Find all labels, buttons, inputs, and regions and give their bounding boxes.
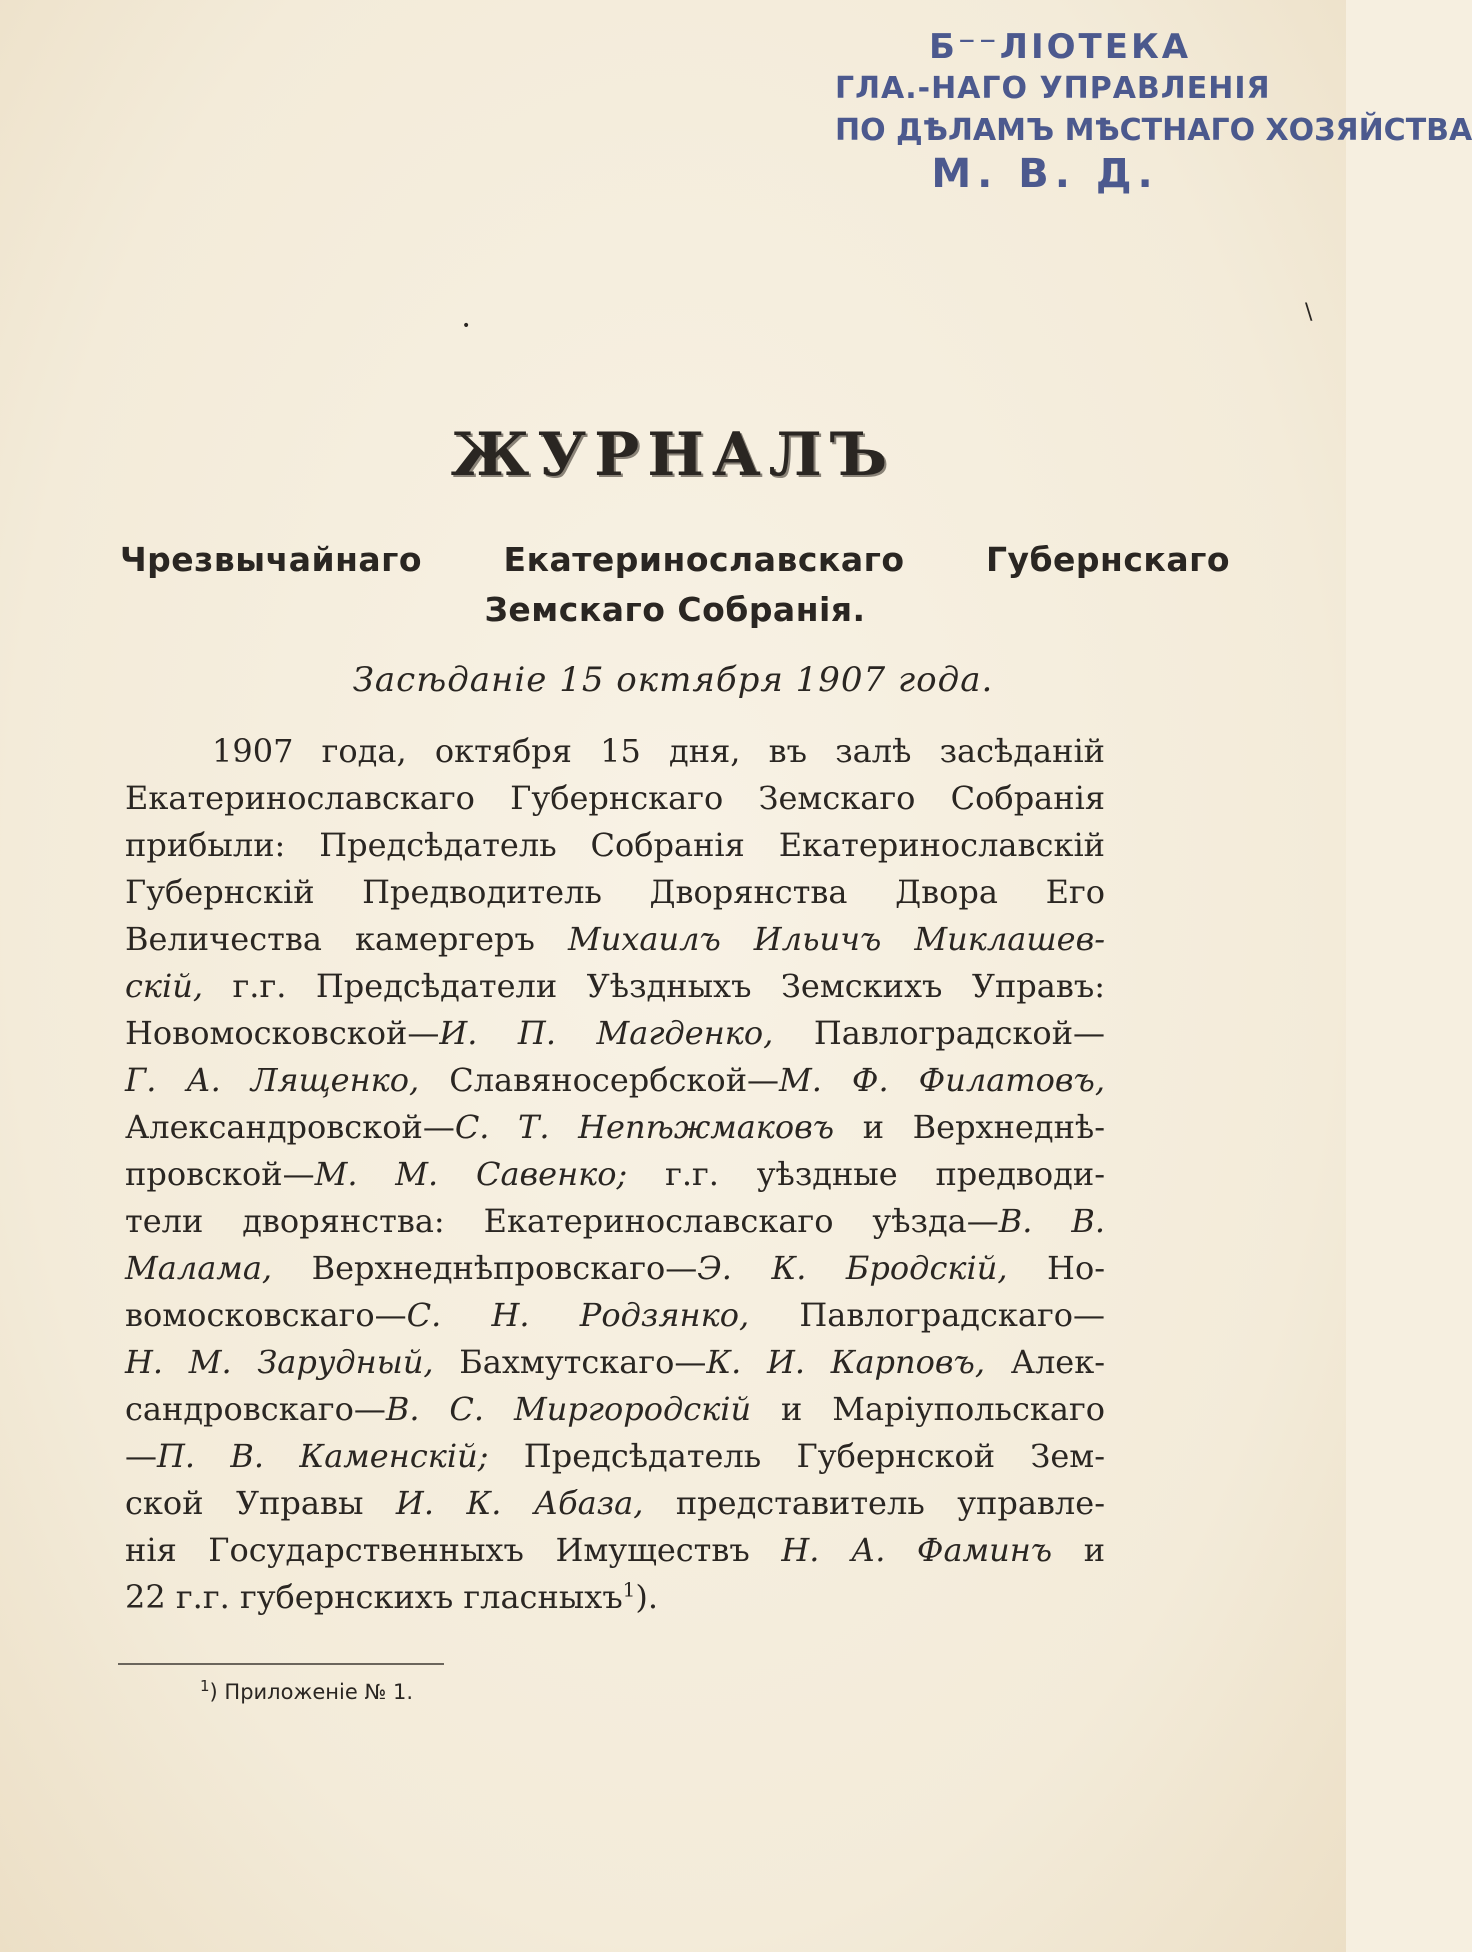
- stamp-line-1: Б⁻⁻ЛІОТЕКА: [928, 27, 1192, 67]
- document-title: ЖУРНАЛЪ: [450, 420, 896, 490]
- text-line: [125, 1433, 1105, 1480]
- person-name: И. П. Магденко,: [439, 1014, 774, 1052]
- text-run: г.г. уѣздные предводи-: [665, 1155, 1106, 1193]
- stamp-line-3: ПО ДѢЛАМЪ МѢСТНАГО ХОЗЯЙСТВА: [835, 113, 1472, 148]
- text-line: [125, 1386, 1105, 1433]
- text-run: Павлоградскаго—: [799, 1296, 1106, 1334]
- person-name: В. С. Миргородскій: [385, 1390, 752, 1428]
- person-name: скій,: [125, 967, 204, 1005]
- text-run: Величества камергеръ: [125, 920, 535, 958]
- person-name: Э. К. Бродскій,: [697, 1249, 1008, 1287]
- footnote-marker: 1: [200, 1677, 210, 1695]
- text-run: Но-: [1047, 1249, 1106, 1287]
- person-name: К. И. Карповъ,: [706, 1343, 986, 1381]
- text-line: Екатеринославскаго Губернскаго Земскаго Собранія: [125, 779, 1105, 817]
- text-run: ской Управы: [125, 1484, 364, 1522]
- text-line: [125, 916, 1105, 963]
- main-paragraph: [125, 728, 1105, 1621]
- text-line: [125, 1339, 1105, 1386]
- text-line: [125, 963, 1105, 1010]
- text-run: Верхнеднѣпровскаго—: [311, 1249, 698, 1287]
- text-run: Александровской—: [125, 1108, 455, 1146]
- text-line: [125, 1480, 1105, 1527]
- person-name: М. М. Савенко;: [314, 1155, 628, 1193]
- text-run: и: [1083, 1531, 1106, 1569]
- text-run: и Верхнеднѣ-: [862, 1108, 1106, 1146]
- text-run: представитель управле-: [675, 1484, 1105, 1522]
- stamp-line-2: ГЛА.-НАГО УПРАВЛЕНІЯ: [835, 71, 1271, 106]
- footnote-divider: [118, 1663, 444, 1665]
- text-run: вомосковскаго—: [125, 1296, 407, 1334]
- person-name: М. Ф. Филатовъ,: [779, 1061, 1106, 1099]
- person-name: В. В.: [998, 1202, 1105, 1240]
- text-run: Бахмутскаго—: [459, 1343, 707, 1381]
- person-name: И. К. Абаза,: [395, 1484, 644, 1522]
- text-run: нія Государственныхъ Имуществъ: [125, 1531, 750, 1569]
- text-line: [125, 1292, 1105, 1339]
- dot-mark: •: [462, 318, 471, 334]
- person-name: Малама,: [125, 1249, 273, 1287]
- footnote-text: ) Приложеніе № 1.: [209, 1680, 414, 1704]
- text-line: [125, 1057, 1105, 1104]
- text-run: сандровскаго—: [125, 1390, 386, 1428]
- footnote-ref: 1: [622, 1577, 636, 1602]
- person-name: П. В. Каменскій;: [157, 1437, 489, 1475]
- text-run: и Маріупольскаго: [781, 1390, 1106, 1428]
- person-name: С. Т. Непѣжмаковъ: [454, 1108, 835, 1146]
- text-line: [125, 1527, 1105, 1574]
- person-name: Н. А. Фаминъ: [781, 1531, 1053, 1569]
- text-run: 22 г.г. губернскихъ гласныхъ: [125, 1578, 623, 1616]
- text-run: Павлоградской—: [813, 1014, 1106, 1052]
- person-name: Н. М. Зарудный,: [125, 1343, 434, 1381]
- library-stamp: [835, 27, 1472, 197]
- text-run: ).: [635, 1578, 659, 1616]
- text-run: тели дворянства: Екатеринославскаго уѣзда—: [125, 1202, 999, 1240]
- text-run: провской—: [125, 1155, 315, 1193]
- text-run: —: [125, 1437, 157, 1475]
- margin-mark: \: [1305, 300, 1313, 325]
- text-line: [125, 1151, 1105, 1198]
- person-name: Г. А. Лященко,: [125, 1061, 420, 1099]
- text-line: [125, 1198, 1105, 1245]
- text-line: [125, 1574, 1105, 1621]
- text-run: Предсѣдатель Губернской Зем-: [523, 1437, 1105, 1475]
- session-heading: Засѣданіе 15 октября 1907 года.: [352, 660, 994, 700]
- person-name: Михаилъ Ильичъ Миклашев-: [567, 920, 1106, 958]
- text-line: [125, 1010, 1105, 1057]
- text-run: г.г. Предсѣдатели Уѣздныхъ Земскихъ Управъ:: [232, 967, 1106, 1005]
- text-line: прибыли: Предсѣдатель Собранія Екатеринославскій: [125, 826, 1105, 864]
- text-line: [125, 1104, 1105, 1151]
- footnote: [200, 1677, 414, 1704]
- text-line: 1907 года, октября 15 дня, въ залѣ засѣданій: [212, 732, 1105, 770]
- stamp-line-4: М. В. Д.: [931, 151, 1159, 197]
- text-line: Губернскій Предводитель Дворянства Двора Его: [125, 873, 1105, 911]
- document-subtitle: Чрезвычайнаго Екатеринославскаго Губернскаго Земскаго Собранія.: [120, 540, 1230, 629]
- text-run: Славяносербской—: [449, 1061, 780, 1099]
- text-run: Алек-: [1010, 1343, 1106, 1381]
- person-name: С. Н. Родзянко,: [406, 1296, 750, 1334]
- text-line: [125, 1245, 1105, 1292]
- text-run: Новомосковской—: [125, 1014, 440, 1052]
